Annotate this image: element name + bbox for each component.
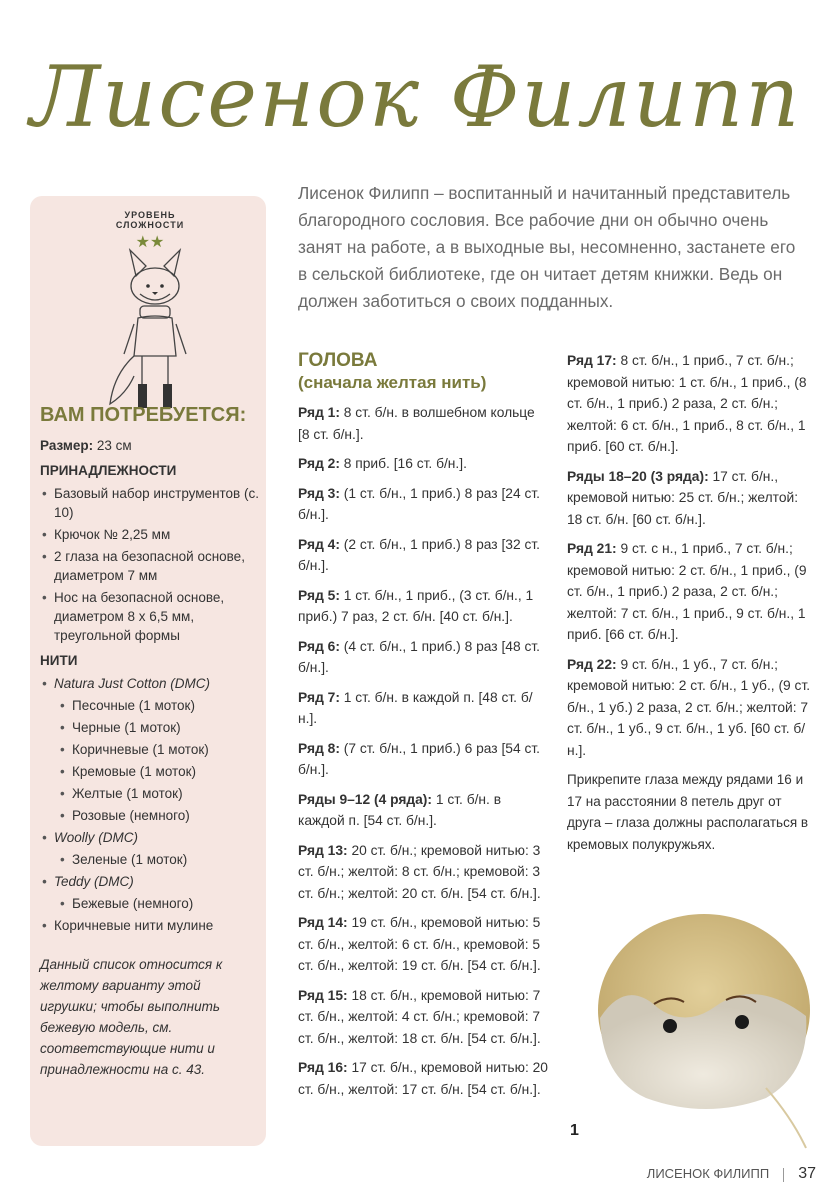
yarn-item: • Розовые (немного)	[40, 806, 262, 825]
pattern-row	[567, 538, 817, 646]
row-label: Ряд 22:	[567, 656, 617, 672]
crochet-head-image	[566, 898, 818, 1150]
yarn-item: • Бежевые (немного)	[40, 894, 262, 913]
difficulty-label: УРОВЕНЬ СЛОЖНОСТИ	[115, 210, 185, 230]
row-text: 17 ст. б/н., кремовой нитью: 20 ст. б/н., желтой: 17 ст. б/н. [54 ст. б/н.].	[298, 1060, 548, 1097]
row-text: 1 ст. б/н., 1 приб., (3 ст. б/н., 1 приб.) 7 раз, 2 ст. б/н. [40 ст. б/н.].	[298, 587, 534, 624]
yarn-heading: НИТИ	[40, 653, 78, 668]
pattern-row	[298, 687, 548, 730]
row-text: (7 ст. б/н., 1 приб.) 6 раз [54 ст. б/н.].	[298, 740, 540, 777]
eyes-note: Прикрепите глаза между рядами 16 и 17 на расстоянии 8 петель друг от друга – глаза должны располагаться в кремовых полукружьях.	[567, 772, 809, 852]
row-label: Ряд 13:	[298, 842, 348, 858]
row-text: 20 ст. б/н.; кремовой нитью: 3 ст. б/н.; желтой: 8 ст. б/н.; кремовой: 3 ст. б/н.; желтой: 20 ст. б/н. [54 ст. б/н.].	[298, 842, 541, 901]
yarn-brand: • Teddy (DMC)	[40, 872, 262, 891]
row-label: Ряд 14:	[298, 915, 348, 930]
accessory-item: • Нос на безопасной основе, диаметром 8 x 6,5 мм, треугольной формы	[40, 588, 262, 645]
pattern-row	[567, 466, 817, 531]
yarn-extra: • Коричневые нити мулине	[40, 916, 262, 935]
yarn-item: • Песочные (1 моток)	[40, 696, 262, 715]
row-label: Ряды 18–20 (3 ряда):	[567, 468, 709, 484]
requirements-list	[40, 436, 262, 938]
yarn-brand: • Natura Just Cotton (DMC)	[40, 674, 262, 693]
accessories-heading: ПРИНАДЛЕЖНОСТИ	[40, 463, 177, 478]
section-heading: ГОЛОВА	[298, 350, 378, 371]
row-label: Ряд 1:	[298, 405, 340, 420]
accessory-item: • Базовый набор инструментов (с. 10)	[40, 484, 262, 522]
row-text: 9 ст. б/н., 1 уб., 7 ст. б/н.; кремовой нитью: 2 ст. б/н., 1 уб., (9 ст. б/н., 1 уб.) 2 раза, 2 ст. б/н.; желтой: 7 ст. б/н., 1 уб., 9 ст. б/н., 1 уб. [60 ст. б/н.].	[567, 656, 811, 758]
row-label: Ряд 8:	[298, 740, 340, 756]
row-label: Ряд 21:	[567, 541, 617, 556]
row-text: (4 ст. б/н., 1 приб.) 8 раз [48 ст. б/н.].	[298, 638, 540, 675]
row-label: Ряд 5:	[298, 587, 340, 603]
yarn-brand: • Woolly (DMC)	[40, 828, 262, 847]
size-value: 23 см	[96, 438, 132, 453]
yarn-item: • Желтые (1 моток)	[40, 784, 262, 803]
pattern-row	[298, 1057, 548, 1100]
row-label: Ряд 6:	[298, 638, 340, 654]
row-label: Ряд 16:	[298, 1060, 348, 1075]
row-text: (2 ст. б/н., 1 приб.) 8 раз [32 ст. б/н.].	[298, 536, 540, 573]
photo-number: 1	[570, 1122, 579, 1139]
row-label: Ряд 2:	[298, 456, 340, 471]
section-subheading: (сначала желтая нить)	[298, 373, 487, 392]
row-text: 9 ст. с н., 1 приб., 7 ст. б/н.; кремовой нитью: 2 ст. б/н., 1 приб., (9 ст. б/н., 1 приб.) 2 раза, 2 ст. б/н.; желтой: 7 ст. б/н., 1 приб., 9 ст. б/н., 1 приб. [66 ст. б/н.].	[567, 541, 807, 642]
row-text: 1 ст. б/н. в каждой п. [54 ст. б/н.].	[298, 791, 502, 828]
row-text: 8 ст. б/н. в волшебном кольце [8 ст. б/н.].	[298, 405, 535, 442]
row-text: 19 ст. б/н., кремовой нитью: 5 ст. б/н., желтой: 6 ст. б/н., кремовой: 5 ст. б/н., желтой: 19 ст. б/н. [54 ст. б/н.].	[298, 915, 541, 973]
pattern-row	[298, 789, 548, 832]
pattern-row	[298, 534, 548, 577]
pattern-row	[298, 912, 548, 977]
yarn-item: • Черные (1 моток)	[40, 718, 262, 737]
page-number: 37	[798, 1165, 816, 1182]
page-footer	[647, 1165, 816, 1183]
row-text: 18 ст. б/н., кремовой нитью: 7 ст. б/н., желтой: 4 ст. б/н.; кремовой: 7 ст. б/н., желтой: 18 ст. б/н. [54 ст. б/н.].	[298, 987, 541, 1046]
row-label: Ряды 9–12 (4 ряда):	[298, 791, 432, 807]
requirements-heading: ВАМ ПОТРЕБУЕТСЯ:	[40, 404, 247, 426]
running-title: ЛИСЕНОК ФИЛИПП	[646, 1166, 770, 1181]
row-text: 1 ст. б/н. в каждой п. [48 ст. б/н.].	[298, 689, 533, 726]
accessory-item: • 2 глаза на безопасной основе, диаметром 7 мм	[40, 547, 262, 585]
row-label: Ряд 3:	[298, 485, 340, 501]
pattern-row	[298, 483, 548, 526]
pattern-row	[298, 402, 548, 445]
row-label: Ряд 15:	[298, 987, 348, 1003]
pattern-row	[298, 985, 548, 1050]
size-label: Размер:	[40, 438, 94, 453]
head-photo	[566, 898, 818, 1150]
sidebar-note: Данный список относится к желтому варианту этой игрушки; чтобы выполнить бежевую модель, см. соответствующие нити и принадлежности на с. 43.	[40, 957, 223, 1077]
fox-illustration-icon	[100, 244, 210, 424]
row-text: 8 приб. [16 ст. б/н.].	[339, 456, 467, 471]
row-label: Ряд 17:	[567, 353, 617, 368]
difficulty-stars: ★★	[135, 234, 165, 251]
page-title: Лисенок Филипп	[30, 48, 802, 146]
pattern-row	[567, 350, 817, 458]
row-text: 8 ст. б/н., 1 приб., 7 ст. б/н.; кремовой нитью: 1 ст. б/н., 1 приб., (8 ст. б/н., 1 приб.) 2 раза, 2 ст. б/н.; желтой: 6 ст. б/н., 1 приб., 8 ст. б/н., 1 приб. [60 ст. б/н.].	[567, 353, 807, 454]
footer-divider	[783, 1168, 784, 1182]
intro-paragraph: Лисенок Филипп – воспитанный и начитанный представитель благородного сословия. Все рабочие дни он обычно очень занят на работе, а в выходные вы, несомненно, застанете его в сельской библиотеке, где он читает детям книжки. Ведь он должен заботиться о своих подданных.	[298, 183, 796, 311]
row-label: Ряд 7:	[298, 689, 340, 705]
yarn-item: • Кремовые (1 моток)	[40, 762, 262, 781]
instructions-column-2	[567, 350, 817, 855]
pattern-row	[298, 585, 548, 628]
pattern-row	[298, 453, 548, 475]
accessory-item: • Крючок № 2,25 мм	[40, 525, 262, 544]
instructions-column-1	[298, 350, 548, 1108]
row-label: Ряд 4:	[298, 536, 340, 552]
pattern-row	[298, 738, 548, 781]
yarn-item: • Зеленые (1 моток)	[40, 850, 262, 869]
yarn-item: • Коричневые (1 моток)	[40, 740, 262, 759]
requirements-sidebar	[30, 196, 266, 1146]
row-text: (1 ст. б/н., 1 приб.) 8 раз [24 ст. б/н.].	[298, 485, 540, 522]
pattern-row	[298, 636, 548, 679]
row-text: 17 ст. б/н., кремовой нитью: 25 ст. б/н.; желтой: 18 ст. б/н. [60 ст. б/н.].	[567, 468, 799, 527]
pattern-row	[298, 840, 548, 905]
pattern-row	[567, 654, 817, 762]
